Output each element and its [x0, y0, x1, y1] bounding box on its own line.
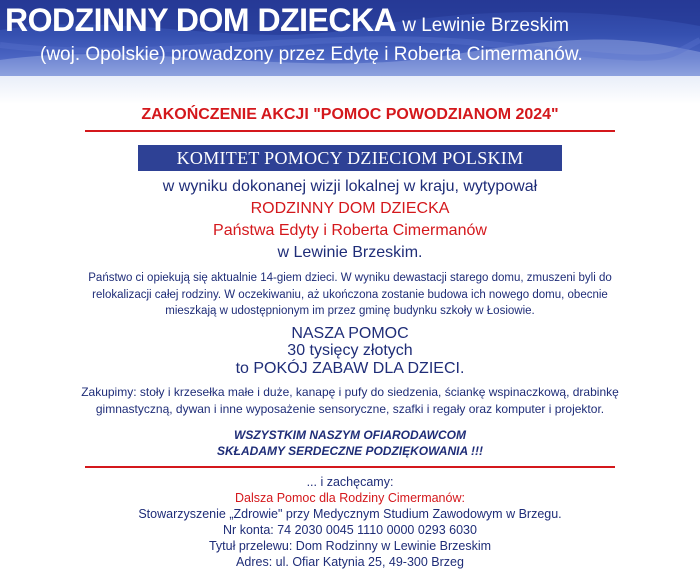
footer-encourage: ... i zachęcamy:	[306, 475, 394, 489]
header-subtitle: (woj. Opolskie) prowadzony przez Edytę i Roberta Cimermanów.	[40, 44, 583, 65]
intro-line-2: RODZINNY DOM DZIECKA	[250, 200, 450, 217]
header-place: w Lewinie Brzeskim	[402, 15, 570, 36]
footer-association: Stowarzyszenie „Zdrowie" przy Medycznym Studium Zawodowym w Brzegu.	[138, 507, 562, 521]
intro-line-3: Państwa Edyty i Roberta Cimermanów	[213, 222, 487, 239]
header-fade	[0, 76, 700, 104]
description-line: Państwo ci opiekują się aktualnie 14-giem dzieci. W wyniku dewastacji starego domu, zmuszeni byli do	[88, 272, 612, 284]
purchases-line: Zakupimy: stoły i krzesełka małe i duże, kanapę i pufy do siedzenia, ściankę wspinaczkową, drabinkę	[81, 385, 619, 399]
header-title-line	[5, 2, 569, 39]
aid-purpose: to POKÓJ ZABAW DLA DZIECI.	[235, 360, 465, 377]
aid-amount: 30 tysięcy złotych	[287, 342, 413, 359]
campaign-title: ZAKOŃCZENIE AKCJI "POMOC POWODZIANOM 2024"	[141, 106, 559, 123]
footer-transfer-title: Tytuł przelewu: Dom Rodzinny w Lewinie Brzeskim	[208, 539, 492, 553]
thanks-line-1: WSZYSTKIM NASZYM OFIARODAWCOM	[234, 428, 466, 442]
intro-line-1: w wyniku dokonanej wizji lokalnej w kraju, wytypował	[162, 178, 538, 195]
footer-further-help: Dalsza Pomoc dla Rodziny Cimermanów:	[235, 491, 465, 505]
aid-heading: NASZA POMOC	[291, 325, 409, 342]
purchases-paragraph	[62, 384, 638, 417]
intro-line-4: w Lewinie Brzeskim.	[277, 244, 423, 261]
thanks-underline	[85, 466, 615, 468]
description-paragraph	[62, 270, 638, 320]
footer-address: Adres: ul. Ofiar Katynia 25, 49-300 Brzeg	[236, 555, 464, 569]
campaign-underline	[85, 130, 615, 132]
thanks-line-2: SKŁADAMY SERDECZNE PODZIĘKOWANIA !!!	[216, 444, 483, 458]
committee-banner: KOMITET POMOCY DZIECIOM POLSKIM	[138, 145, 562, 171]
purchases-line: gimnastyczną, dywan i inne wyposażenie sensoryczne, szafki i regały oraz komputer i projektor.	[95, 401, 605, 416]
footer-account: Nr konta: 74 2030 0045 1110 0000 0293 6030	[223, 523, 477, 537]
header-banner	[0, 0, 700, 76]
description-line: mieszkają w udostępnionym im przez gminę budynku szkoły w Łosiowie.	[165, 305, 535, 317]
description-line: relokalizacji całej rodziny. W oczekiwaniu, aż ukończona zostanie budowa ich nowego domu, obecnie	[92, 288, 608, 301]
header-title: RODZINNY DOM DZIECKA	[5, 2, 397, 38]
